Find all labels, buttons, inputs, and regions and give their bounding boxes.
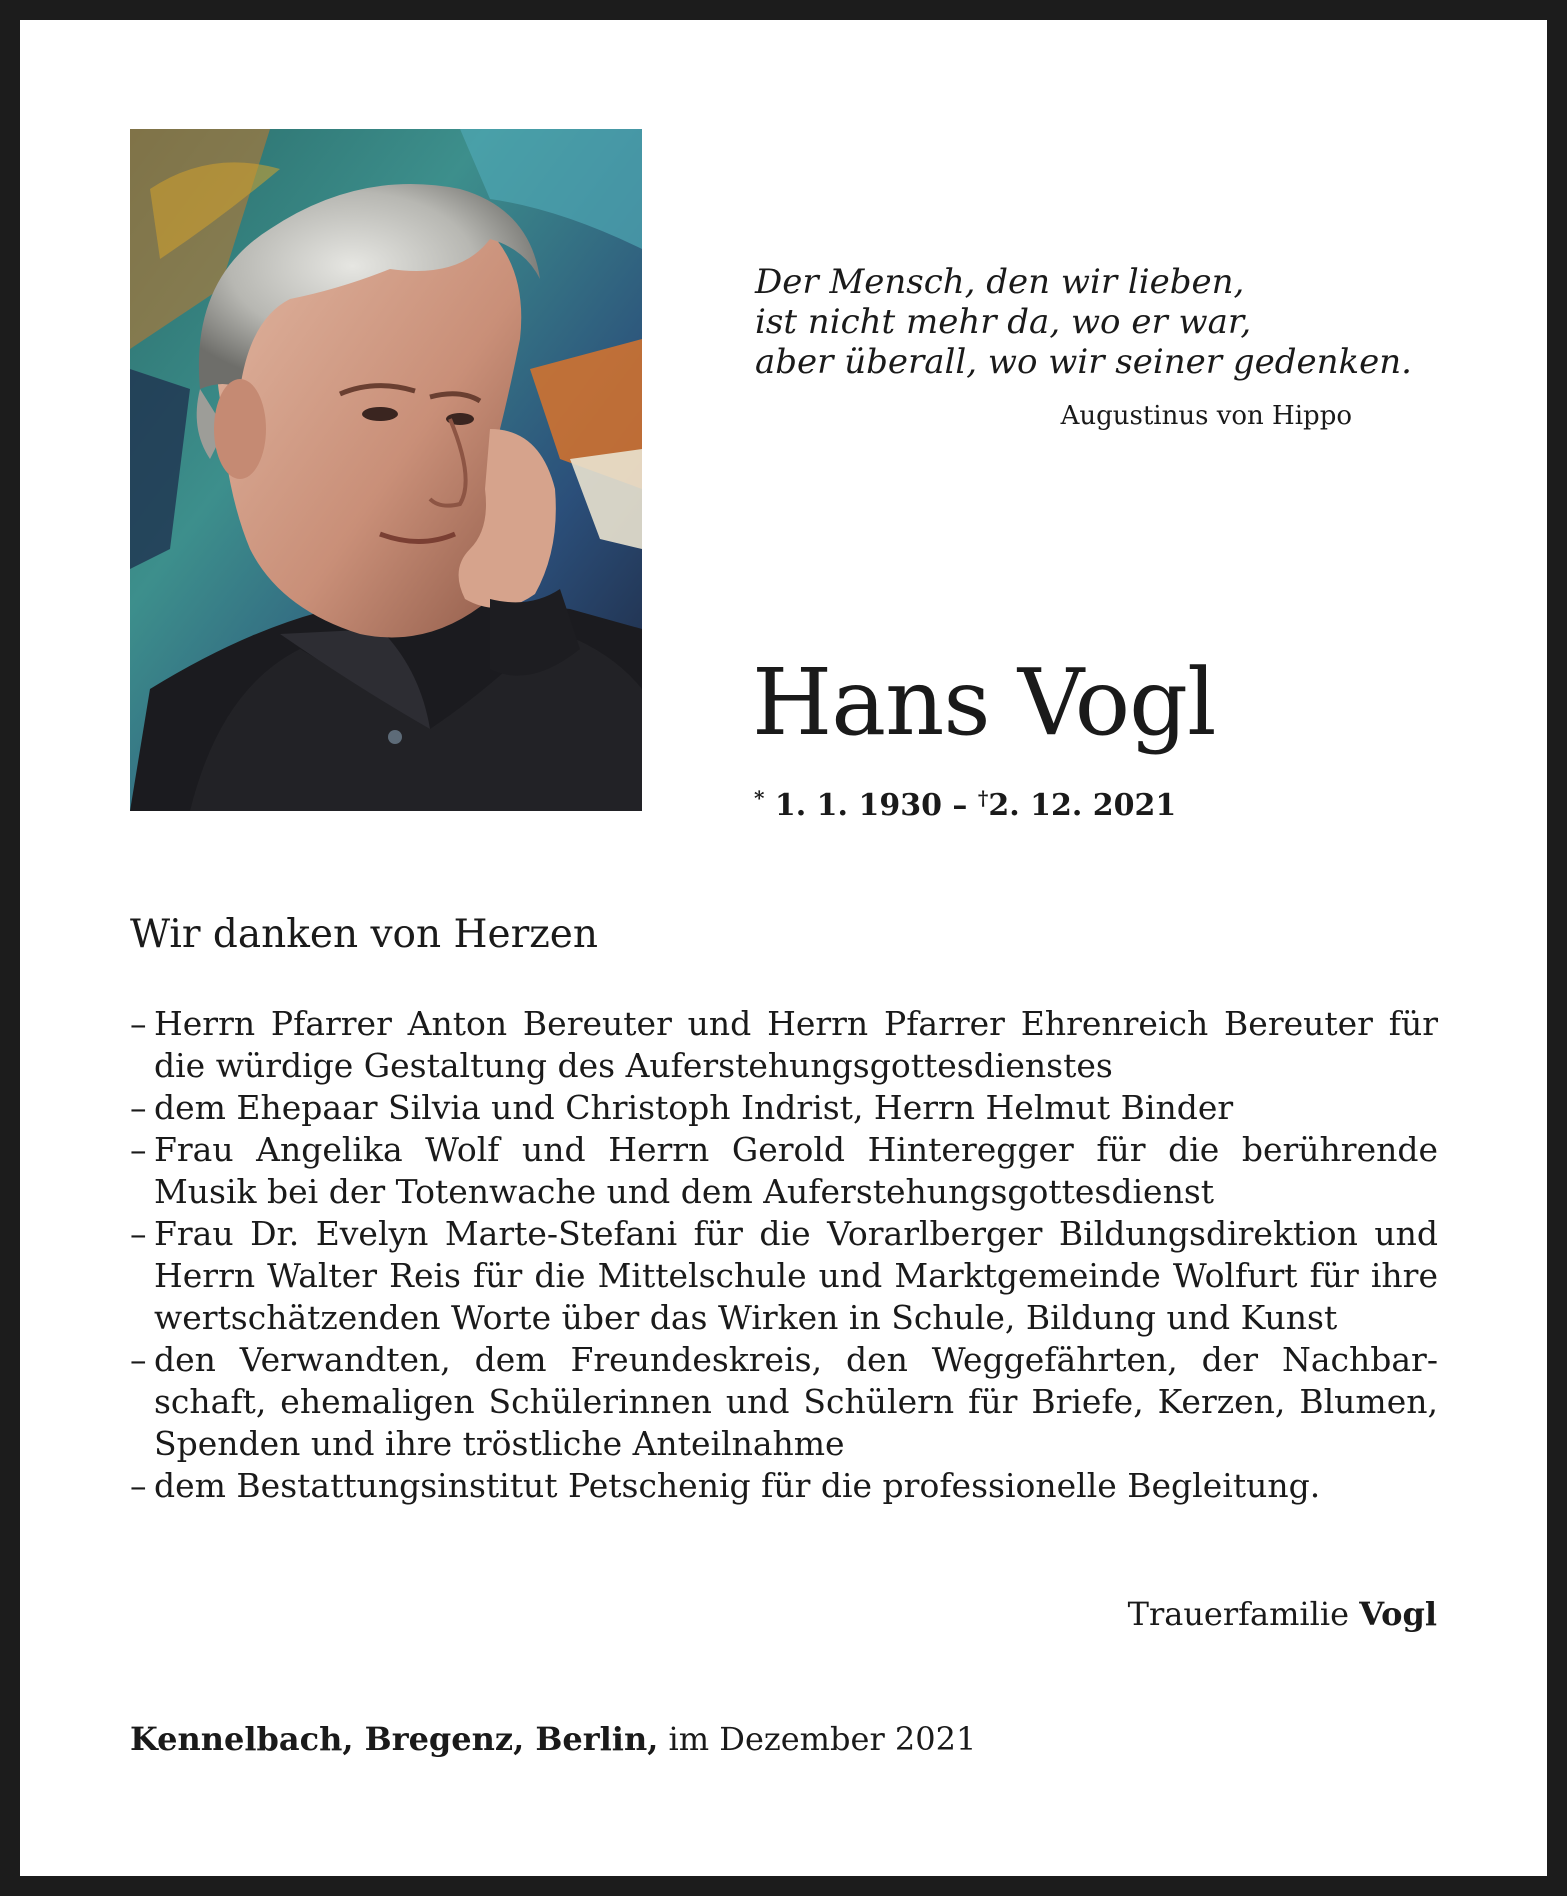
thanks-line: schaft, ehemaligen Schülerinnen und Schülern für Briefe, Kerzen, Blumen, <box>154 1382 1438 1421</box>
life-dates <box>754 778 1176 826</box>
signature-family: Vogl <box>1359 1595 1437 1633</box>
list-dash: – <box>130 1004 147 1043</box>
list-dash: – <box>130 1214 147 1253</box>
quote-line: ist nicht mehr da, wo er war, <box>755 302 1252 342</box>
deceased-name: Hans Vogl <box>752 649 1216 756</box>
list-dash: – <box>130 1340 147 1379</box>
list-dash: – <box>130 1466 147 1505</box>
list-dash: – <box>130 1088 147 1127</box>
thanks-line: dem Ehepaar Silvia und Christoph Indrist, Herrn Helmut Binder <box>154 1088 1234 1127</box>
thanks-line: Frau Angelika Wolf und Herrn Gerold Hinteregger für die berührende <box>154 1130 1438 1169</box>
signature-prefix: Trauerfamilie <box>1127 1595 1350 1633</box>
thanks-item <box>130 1129 1438 1213</box>
quote-line: Der Mensch, den wir lieben, <box>755 262 1245 302</box>
thanks-item <box>130 1087 1438 1129</box>
place-towns: Kennelbach, Bregenz, Berlin, <box>130 1720 659 1758</box>
place-and-date <box>130 1719 976 1759</box>
death-date: 2. 12. 2021 <box>988 788 1177 823</box>
list-dash: – <box>130 1130 147 1169</box>
thanks-heading: Wir danken von Herzen <box>130 912 598 957</box>
thanks-line: Musik bei der Totenwache und dem Auferstehungsgottesdienst <box>154 1172 1215 1211</box>
thanks-line: wertschätzenden Worte über das Wirken in Schule, Bildung und Kunst <box>154 1298 1338 1337</box>
thanks-line: Frau Dr. Evelyn Marte-Stefani für die Vorarlberger Bildungsdirektion und <box>154 1214 1438 1253</box>
thanks-item <box>130 1465 1438 1507</box>
portrait-photo <box>130 129 642 811</box>
thanks-line: die würdige Gestaltung des Auferstehungsgottesdienstes <box>154 1046 1113 1085</box>
birth-date: 1. 1. 1930 <box>774 788 942 823</box>
thanks-item <box>130 1339 1438 1465</box>
date-separator: – <box>952 788 968 823</box>
thanks-item <box>130 1213 1438 1339</box>
thanks-item <box>130 1003 1438 1087</box>
thanks-line: Spenden und ihre tröstliche Anteilnahme <box>154 1424 845 1463</box>
quote-line: aber überall, wo wir seiner gedenken. <box>755 342 1412 382</box>
thanks-line: Herrn Pfarrer Anton Bereuter und Herrn Pfarrer Ehrenreich Bereuter für <box>154 1004 1438 1043</box>
memorial-quote <box>755 262 1412 382</box>
thanks-list <box>130 1003 1438 1507</box>
birth-symbol: * <box>754 786 765 810</box>
thanks-line: Herrn Walter Reis für die Mittelschule und Marktgemeinde Wolfurt für ihre <box>154 1256 1438 1295</box>
place-date: im Dezember 2021 <box>668 1720 977 1758</box>
quote-author: Augustinus von Hippo <box>1060 401 1352 431</box>
portrait-illustration <box>130 129 642 811</box>
thanks-line: den Verwandten, dem Freundeskreis, den Weggefährten, der Nachbar- <box>154 1340 1438 1379</box>
family-signature <box>900 1594 1437 1634</box>
death-symbol: † <box>977 786 989 810</box>
thanks-line: dem Bestattungsinstitut Petschenig für die professionelle Begleitung. <box>154 1466 1321 1505</box>
